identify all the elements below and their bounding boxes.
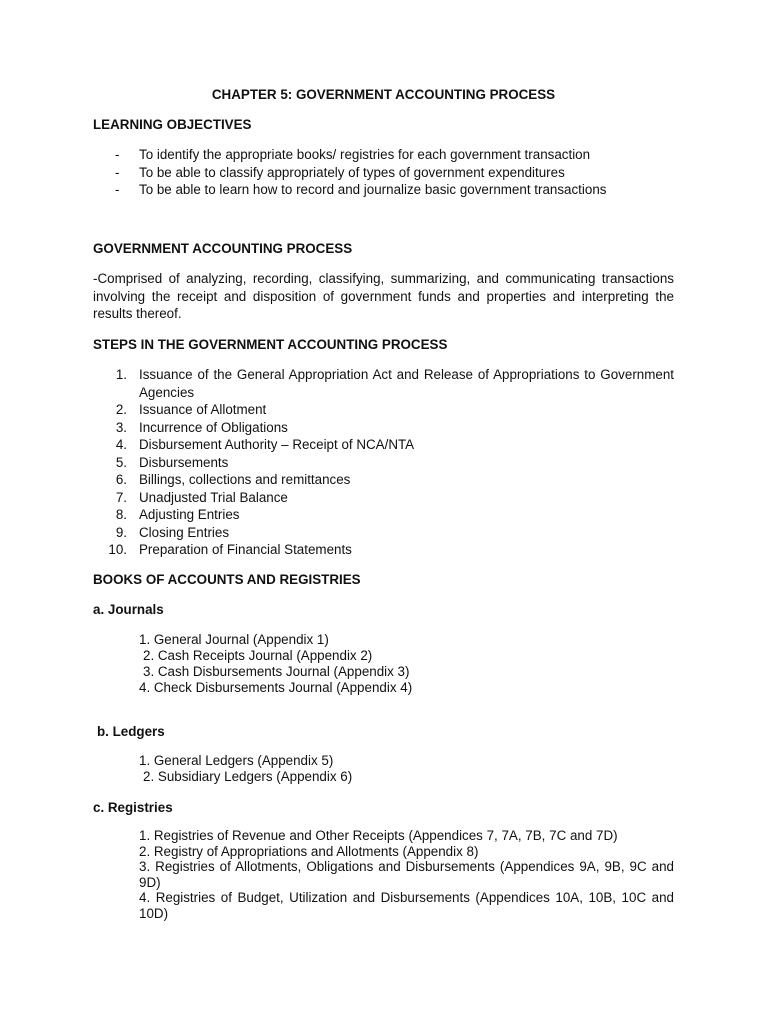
step-text: Disbursement Authority – Receipt of NCA/NTA [139,437,415,452]
step-text: Issuance of Allotment [139,402,267,417]
step-item [93,401,674,419]
step-text: Billings, collections and remittances [139,472,351,487]
steps-heading: STEPS IN THE GOVERNMENT ACCOUNTING PROCESS [93,337,448,352]
books-heading: BOOKS OF ACCOUNTS AND REGISTRIES [93,572,361,587]
step-item [93,541,674,559]
step-number: 6. [115,472,127,487]
ledgers-list [139,753,352,785]
list-item: 4. Check Disbursements Journal (Appendix 4) [139,680,413,695]
step-text: Closing Entries [139,524,230,540]
steps-list [93,366,674,559]
learning-objectives-list [115,146,606,199]
gov-accounting-process-heading: GOVERNMENT ACCOUNTING PROCESS [93,241,353,256]
step-text: Incurrence of Obligations [139,419,288,435]
step-number: 2. [115,402,127,417]
step-item [93,436,674,454]
ledgers-heading: b. Ledgers [97,724,165,739]
step-item [93,524,674,542]
registries-heading: c. Registries [93,800,173,815]
list-item: 2. Subsidiary Ledgers (Appendix 6) [143,769,353,784]
step-text: Unadjusted Trial Balance [139,489,288,505]
step-number: 7. [115,489,127,505]
step-text: Issuance of the General Appropriation Act and Release of Appropriations to Government Agencies [139,367,674,400]
step-number: 3. [115,419,127,435]
step-number: 1. [115,367,127,382]
step-item [93,471,674,489]
step-item [93,366,674,401]
step-text: Disbursements [139,454,229,470]
list-item: - To identify the appropriate books/ registries for each government transaction [115,146,606,164]
list-item: 1. Registries of Revenue and Other Receipts (Appendices 7, 7A, 7B, 7C and 7D) [139,828,618,843]
list-item: - To be able to learn how to record and journalize basic government transactions [115,181,606,199]
step-number: 5. [115,454,127,470]
step-number: 4. [115,437,127,452]
list-item: 3. Registries of Allotments, Obligations and Disbursements (Appendices 9A, 9B, 9C and 9D) [139,859,674,890]
learning-objectives-heading: LEARNING OBJECTIVES [93,117,252,132]
list-item: 2. Registry of Appropriations and Allotments (Appendix 8) [139,843,479,859]
step-number: 8. [115,507,127,522]
list-item: 3. Cash Disbursements Journal (Appendix 3) [143,664,410,679]
step-text: Preparation of Financial Statements [139,542,352,557]
step-text: Adjusting Entries [139,507,240,522]
list-item: 1. General Journal (Appendix 1) [139,632,329,647]
step-item [93,454,674,472]
journals-heading: a. Journals [93,602,164,617]
journals-list [139,632,412,696]
list-item: 4. Registries of Budget, Utilization and Disbursements (Appendices 10A, 10B, 10C and 10D) [139,890,674,921]
registries-list [139,828,674,921]
chapter-title: CHAPTER 5: GOVERNMENT ACCOUNTING PROCESS [211,87,556,102]
step-item [93,489,674,507]
step-number: 10. [108,542,127,557]
list-item: 2. Cash Receipts Journal (Appendix 2) [143,648,373,663]
step-number: 9. [115,524,127,540]
step-item [93,419,674,437]
step-item [93,506,674,524]
list-item: 1. General Ledgers (Appendix 5) [139,753,334,768]
gov-accounting-process-definition: -Comprised of analyzing, recording, classifying, summarizing, and communicating transactions involving the receipt and disposition of government funds and properties and interpreting the results thereof. [93,271,674,321]
list-item: - To be able to classify appropriately of types of government expenditures [115,164,606,182]
